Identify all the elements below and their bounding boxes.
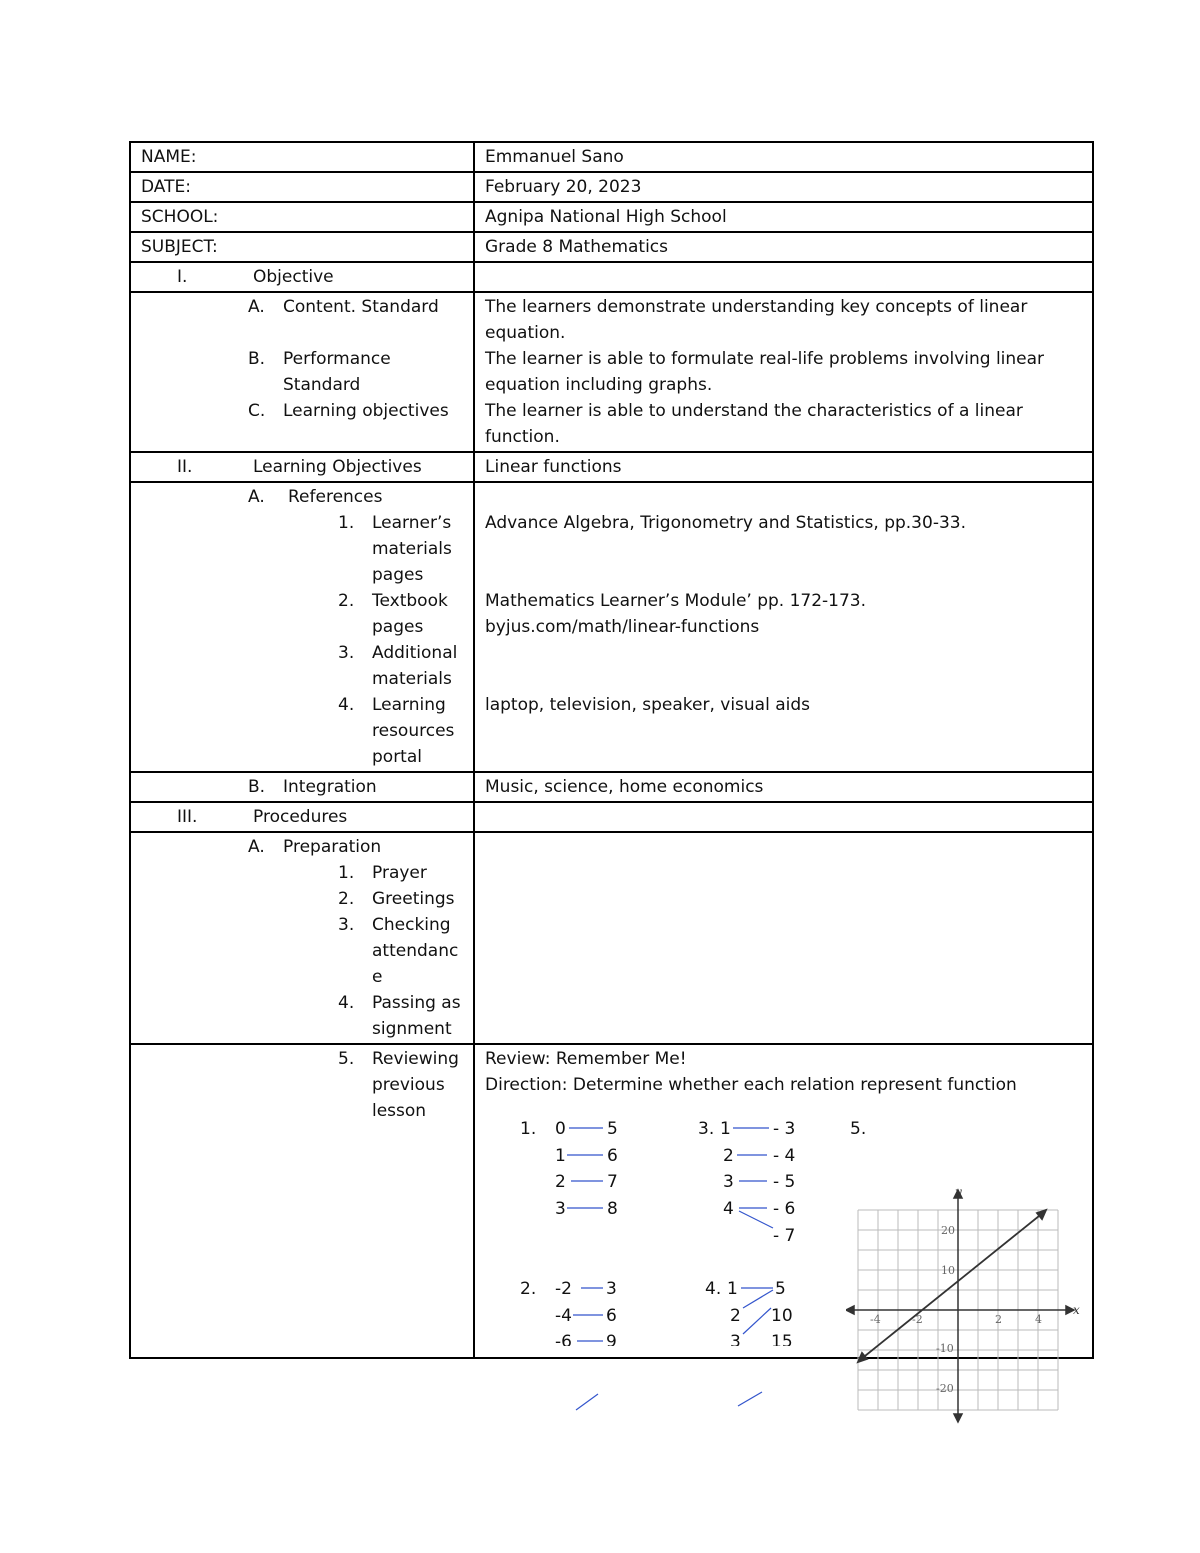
references-labels xyxy=(130,482,474,772)
y-tick-label: -10 xyxy=(936,1342,954,1355)
domain-value: 3 xyxy=(730,1332,741,1346)
additional-materials-value: byjus.com/math/linear-functions xyxy=(485,617,760,637)
list-item: 5. Reviewing previous lesson xyxy=(338,1049,459,1121)
range-value: 9 xyxy=(606,1332,617,1346)
date-value: February 20, 2023 xyxy=(474,172,1093,202)
table-row xyxy=(130,202,1093,232)
x-tick-label: -2 xyxy=(912,1313,923,1326)
relation-number: 3. xyxy=(698,1119,715,1139)
section-title: Learning Objectives xyxy=(253,457,422,477)
graph-axes xyxy=(846,1190,1074,1422)
section-heading-row xyxy=(130,452,1093,482)
section-heading-row xyxy=(130,262,1093,292)
range-value: 7 xyxy=(607,1172,618,1192)
review-direction: Direction: Determine whether each relation represent function xyxy=(485,1075,1017,1095)
subject-value: Grade 8 Mathematics xyxy=(474,232,1093,262)
table-row xyxy=(130,292,1093,452)
section-heading xyxy=(130,802,474,832)
domain-value: 1 xyxy=(720,1119,731,1139)
objective-values xyxy=(474,292,1093,452)
section-title: Objective xyxy=(253,267,334,287)
x-tick-label: -4 xyxy=(870,1313,881,1326)
relation-number: 1. xyxy=(520,1119,537,1139)
preparation-labels xyxy=(130,832,474,1044)
list-item: 1. Learner’s materials pages xyxy=(338,513,452,585)
linear-graph xyxy=(846,1186,1086,1426)
relation-number: 4. xyxy=(705,1279,722,1299)
domain-value: 0 xyxy=(555,1119,566,1139)
x-axis-label: x xyxy=(1073,1303,1080,1317)
mapping-arrows xyxy=(573,1288,603,1341)
range-value: - 6 xyxy=(773,1199,796,1219)
list-item: 1. Prayer xyxy=(338,863,427,883)
section-numeral: III. xyxy=(177,807,198,827)
range-value: - 3 xyxy=(773,1119,796,1139)
y-tick-label: 10 xyxy=(941,1264,955,1277)
table-row xyxy=(130,172,1093,202)
list-item: A. Content. Standard xyxy=(248,297,439,317)
section-value: Linear functions xyxy=(474,452,1093,482)
table-row xyxy=(130,482,1093,772)
range-value: 5 xyxy=(775,1279,786,1299)
lesson-plan-table xyxy=(129,141,1094,1359)
mapping-arrows xyxy=(567,1128,603,1208)
learning-resources-value: laptop, television, speaker, visual aids xyxy=(485,695,811,715)
x-tick-label: 4 xyxy=(1035,1313,1042,1326)
content-standard-text: The learners demonstrate understanding key concepts of linear equation. xyxy=(485,297,1028,343)
range-value: 6 xyxy=(607,1146,618,1166)
range-value: 3 xyxy=(606,1279,617,1299)
range-value: - 7 xyxy=(773,1226,796,1246)
domain-value: 2 xyxy=(555,1172,566,1192)
integration-value: Music, science, home economics xyxy=(474,772,1093,802)
stray-marks xyxy=(570,1390,770,1412)
range-value: 5 xyxy=(607,1119,618,1139)
list-item: A. References xyxy=(248,487,383,507)
section-heading-row xyxy=(130,802,1093,832)
section-heading xyxy=(130,452,474,482)
subject-label: SUBJECT: xyxy=(130,232,474,262)
y-tick-label: -20 xyxy=(936,1382,954,1395)
domain-value: -6 xyxy=(555,1332,572,1346)
domain-value: 2 xyxy=(730,1306,741,1326)
mapping-arrows xyxy=(741,1288,773,1334)
relation-number: 5. xyxy=(850,1119,867,1139)
objective-labels xyxy=(130,292,474,452)
range-value: 6 xyxy=(606,1306,617,1326)
range-value: 8 xyxy=(607,1199,618,1219)
list-item: A. Preparation xyxy=(248,837,382,857)
review-title: Review: Remember Me! xyxy=(485,1049,687,1069)
list-item: 3. Checking attendance xyxy=(338,915,459,987)
table-row xyxy=(130,142,1093,172)
range-value: - 5 xyxy=(773,1172,796,1192)
section-numeral: II. xyxy=(177,457,193,477)
list-item: 4. Passing assignment xyxy=(338,993,461,1039)
list-item: B. Performance Standard xyxy=(248,349,391,395)
y-axis-label: y xyxy=(955,1186,962,1199)
list-item: 2. Textbook pages xyxy=(338,591,448,637)
table-row xyxy=(130,232,1093,262)
list-item: 4. Learning resources portal xyxy=(338,695,455,767)
school-value: Agnipa National High School xyxy=(474,202,1093,232)
section-title: Procedures xyxy=(253,807,348,827)
domain-value: -2 xyxy=(555,1279,572,1299)
range-value: - 4 xyxy=(773,1146,796,1166)
learning-objectives-text: The learner is able to understand the characteristics of a linear function. xyxy=(485,401,1023,447)
table-row xyxy=(130,772,1093,802)
mapping-arrows xyxy=(733,1128,773,1228)
relation-number: 2. xyxy=(520,1279,537,1299)
range-value: 10 xyxy=(771,1306,793,1326)
performance-standard-text: The learner is able to formulate real-life problems involving linear equation including graphs. xyxy=(485,349,1045,395)
textbook-pages-value: Mathematics Learner’s Module’ pp. 172-173. xyxy=(485,591,867,611)
name-value: Emmanuel Sano xyxy=(474,142,1093,172)
school-label: SCHOOL: xyxy=(130,202,474,232)
domain-value: 1 xyxy=(555,1146,566,1166)
domain-value: 4 xyxy=(723,1199,734,1219)
domain-value: 3 xyxy=(723,1172,734,1192)
table-row xyxy=(130,832,1093,1044)
y-tick-label: 20 xyxy=(941,1224,955,1237)
references-values xyxy=(474,482,1093,772)
name-label: NAME: xyxy=(130,142,474,172)
list-item: B. Integration xyxy=(248,777,377,797)
section-heading xyxy=(130,262,474,292)
domain-value: -4 xyxy=(555,1306,572,1326)
list-item: 2. Greetings xyxy=(338,889,455,909)
learners-materials-value: Advance Algebra, Trigonometry and Statistics, pp.30-33. xyxy=(485,513,966,533)
domain-value: 3 xyxy=(555,1199,566,1219)
list-item: 3. Additional materials xyxy=(338,643,458,689)
section-numeral: I. xyxy=(177,267,188,287)
range-value: 15 xyxy=(771,1332,793,1346)
domain-value: 1 xyxy=(727,1279,738,1299)
x-tick-label: 2 xyxy=(995,1313,1002,1326)
list-item: C. Learning objectives xyxy=(248,401,449,421)
date-label: DATE: xyxy=(130,172,474,202)
domain-value: 2 xyxy=(723,1146,734,1166)
